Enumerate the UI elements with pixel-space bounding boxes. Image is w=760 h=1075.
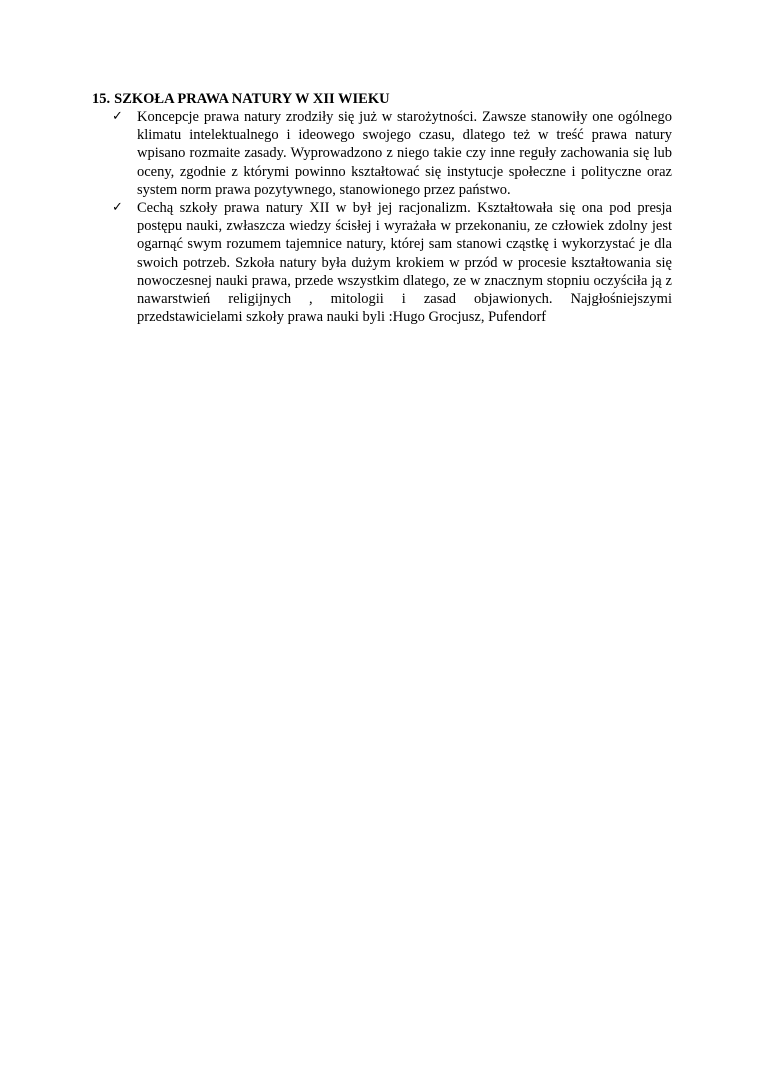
section-heading bbox=[92, 90, 672, 108]
list-item bbox=[92, 108, 672, 199]
section-15 bbox=[92, 90, 672, 326]
list-item-text: Cechą szkoły prawa natury XII w był jej racjonalizm. Kształtowała się ona pod presja postępu nauki, zwłaszcza wiedzy ścisłej i wyrażała w przekonaniu, ze człowiek zdolny jest ogarnąć swym rozumem tajemnice natury, której sam stanowi cząstkę i wykorzystać je dla swoich potrzeb. Szkoła natury była dużym krokiem w przód w procesie kształtowania się nowoczesnej nauki prawa, przede wszystkim dlatego, ze w znacznym stopniu oczyściła ją z nawarstwień religijnych , mitologii i zasad objawionych. Najgłośniejszymi przedstawicielami szkoły prawa nauki byli :Hugo Grocjusz, Pufendorf bbox=[137, 200, 672, 326]
section-number: 15. bbox=[92, 91, 111, 107]
check-mark-icon: ✓ bbox=[112, 200, 123, 216]
section-title: SZKOŁA PRAWA NATURY W XII WIEKU bbox=[114, 91, 390, 107]
bullet-list bbox=[92, 108, 672, 326]
list-item-text: Koncepcje prawa natury zrodziły się już w starożytności. Zawsze stanowiły one ogólnego klimatu intelektualnego i ideowego swojego czasu, dlatego też w treść prawa natury wpisano rozmaite zasady. Wyprowadzono z niego takie czy inne reguły zachowania się lub oceny, zgodnie z którymi powinno kształtować się instytucje społeczne i polityczne oraz system norm prawa pozytywnego, stanowionego przez państwo. bbox=[137, 109, 672, 198]
check-mark-icon: ✓ bbox=[112, 109, 123, 124]
list-item bbox=[92, 199, 672, 326]
